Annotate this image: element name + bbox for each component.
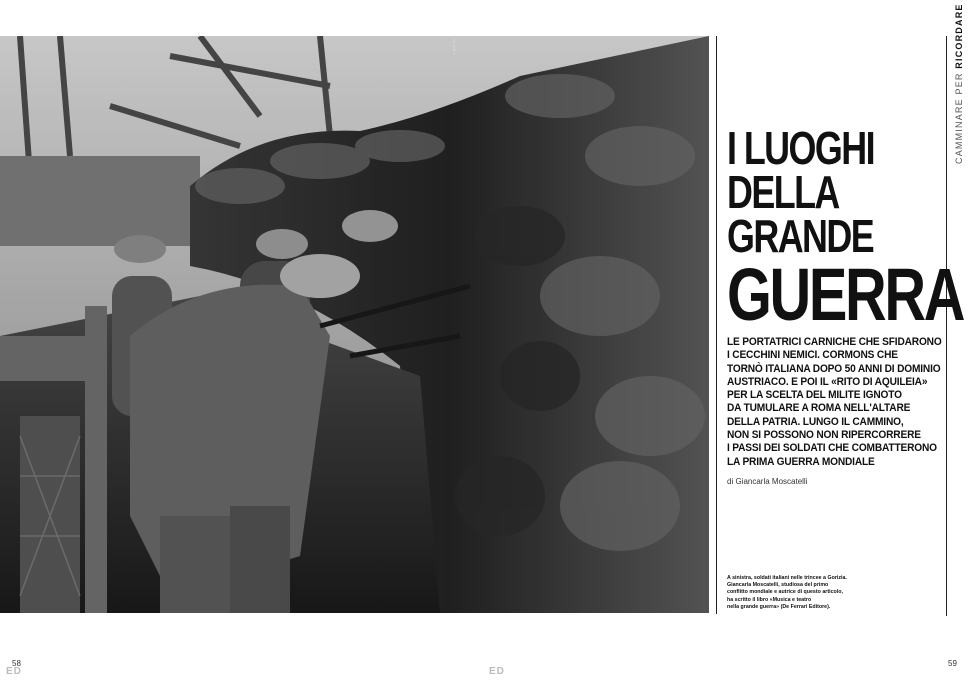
column-divider xyxy=(716,36,717,614)
caption-line: conflitto mondiale e autrice di questo articolo, xyxy=(727,589,843,596)
caption-line: nella grande guerra» (De Ferrari Editore). xyxy=(727,603,831,610)
trench-photo xyxy=(0,36,709,613)
page-number-left: 58 xyxy=(12,659,21,668)
section-label-highlight: RICORDARE xyxy=(954,3,964,69)
article-headline xyxy=(727,122,964,336)
caption-line: A sinistra, soldati italiani nelle trincee a Gorizia. xyxy=(727,575,847,581)
photo-caption xyxy=(727,575,877,611)
magazine-logo-center: ED xyxy=(489,666,505,677)
photo-credit: ALAMY xyxy=(452,39,457,56)
deck-line: LA PRIMA GUERRA MONDIALE xyxy=(727,455,875,468)
deck-line: AUSTRIACO. E POI IL «RITO DI AQUILEIA» xyxy=(727,375,928,388)
headline-line-4: GUERRA xyxy=(727,253,964,336)
deck-line: PER LA SCELTA DEL MILITE IGNOTO xyxy=(727,389,902,402)
deck-line: LE PORTATRICI CARNICHE CHE SFIDARONO xyxy=(727,336,942,348)
magazine-logo-left: ED xyxy=(6,666,22,677)
trench-photo-illustration xyxy=(0,36,709,613)
byline: di Giancarla Moscatelli xyxy=(727,477,808,486)
deck-line: TORNÒ ITALIANA DOPO 50 ANNI DI DOMINIO xyxy=(727,362,941,375)
deck-line: NON SI POSSONO NON RIPERCORRERE xyxy=(727,429,921,442)
caption-line: Giancarla Moscatelli, studiosa del primo xyxy=(727,582,829,589)
deck-line: I PASSI DEI SOLDATI CHE COMBATTERONO xyxy=(727,442,937,455)
deck-line: DELLA PATRIA. LUNGO IL CAMMINO, xyxy=(727,415,904,428)
headline-line-3: GRANDE xyxy=(727,210,874,262)
deck-line: DA TUMULARE A ROMA NELL'ALTARE xyxy=(727,402,911,415)
section-label xyxy=(954,3,964,164)
page-number-right: 59 xyxy=(948,659,957,668)
section-label-prefix: CAMMINARE PER xyxy=(954,72,964,164)
caption-line: ha scritto il libro «Musica e teatro xyxy=(727,596,812,603)
article-deck xyxy=(727,336,942,469)
headline-line-2: DELLA xyxy=(727,166,839,218)
deck-line: I CECCHINI NEMICI. CORMONS CHE xyxy=(727,349,898,362)
headline-line-1: I LUOGHI xyxy=(727,122,874,174)
